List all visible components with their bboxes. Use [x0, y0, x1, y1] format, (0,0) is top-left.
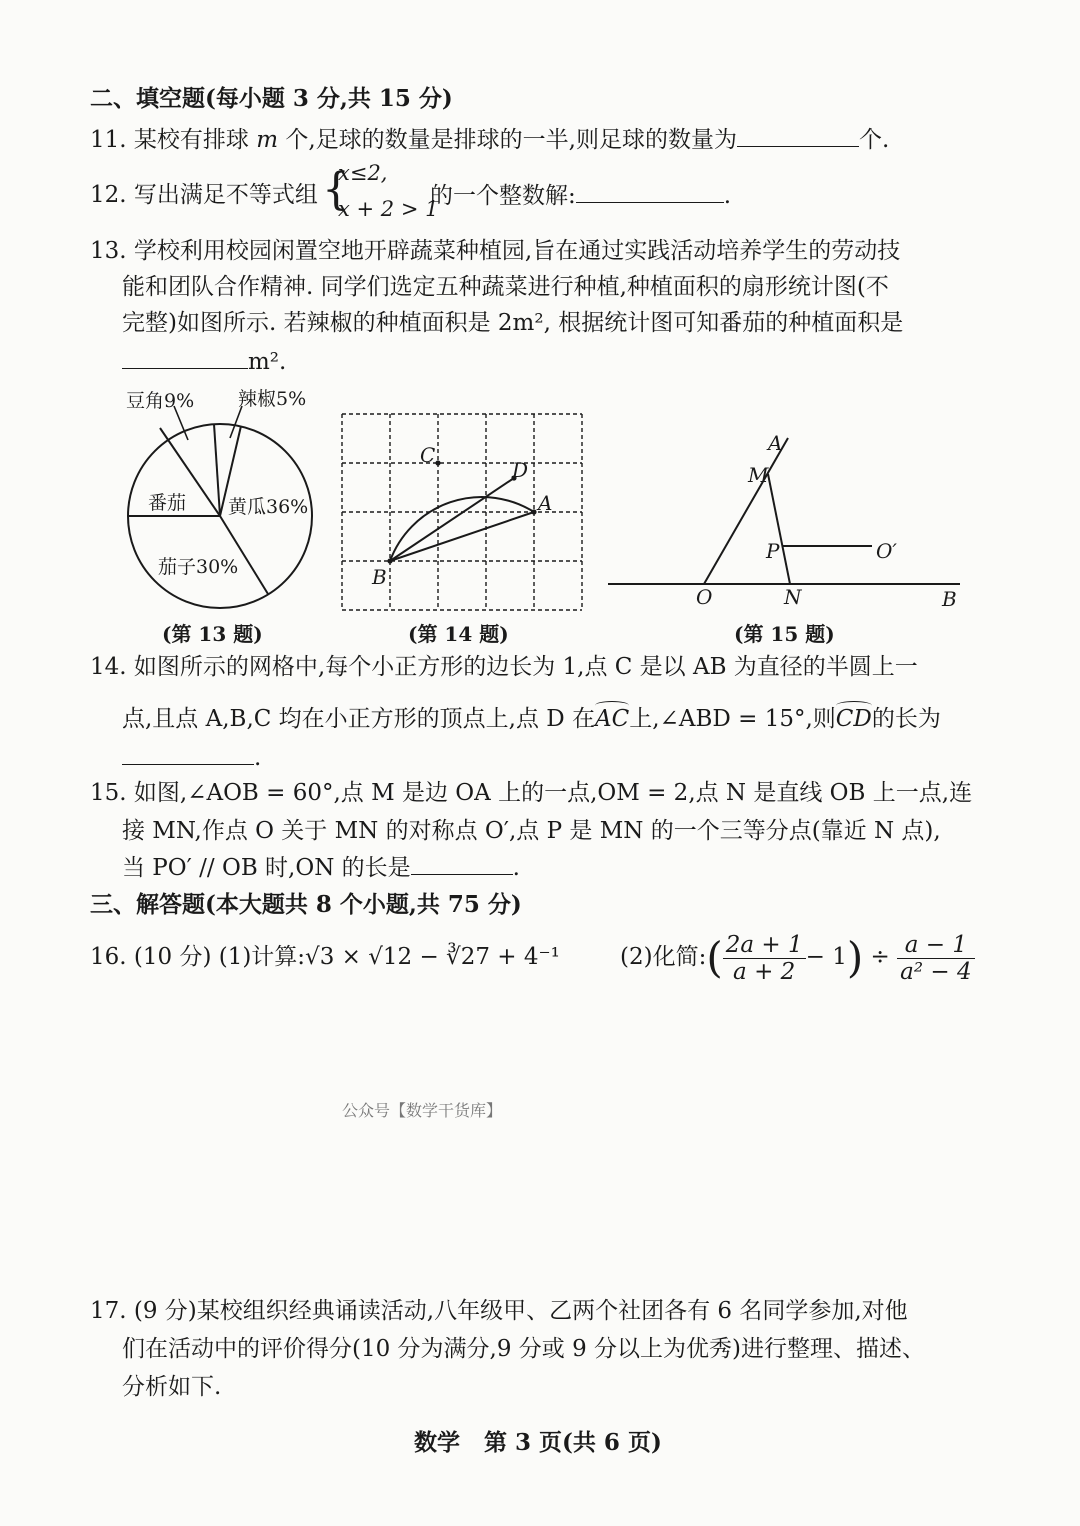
fig14-label-b: B [372, 565, 387, 589]
q14-text-a: 点,且点 A,B,C 均在小正方形的顶点上,点 D 在 [122, 706, 596, 732]
angle-figure [600, 430, 970, 600]
q13-answer-blank[interactable] [122, 346, 248, 369]
q11-text-pre: 11. 某校有排球 [90, 127, 257, 153]
q12-text-mid: 的一个整数解: [430, 183, 576, 209]
semicircle-arc [390, 497, 534, 561]
q12-ineq-2: x + 2 > 1 [338, 197, 439, 221]
q17-line-3: 分析如下. [122, 1374, 222, 1400]
q13-unit: m². [248, 349, 287, 375]
q16-minus-one: − 1 [805, 944, 847, 970]
point-a [531, 509, 536, 514]
q13-line-2: 能和团队合作精神. 同学们选定五种蔬菜进行种植,种植面积的扇形统计图(不 [122, 274, 889, 300]
q14-line-2 [122, 704, 941, 734]
q15-answer-blank[interactable] [411, 852, 513, 875]
q17-line-2: 们在活动中的评价得分(10 分为满分,9 分或 9 分以上为优秀)进行整理、描述、 [122, 1336, 926, 1362]
pie-label-lajiao: 辣椒5% [238, 388, 307, 410]
q16-paren-open: ( [706, 933, 723, 982]
q13-line-1: 13. 学校利用校园闲置空地开辟蔬菜种植园,旨在通过实践活动培养学生的劳动技 [90, 238, 901, 264]
segment-mn [768, 474, 790, 584]
q11-text-mid: 个,足球的数量是排球的一半,则足球的数量为 [278, 127, 737, 153]
point-b [387, 558, 392, 563]
q15-line-3 [122, 852, 520, 883]
q11-text-post: 个. [858, 127, 890, 153]
section-2-heading: 二、填空题(每小题 3 分,共 15 分) [90, 85, 453, 112]
q14-arc-cd: CD [835, 706, 872, 732]
q14-text-post: . [254, 745, 262, 771]
q16-paren-close: ) [846, 933, 864, 982]
q16-frac1-denominator: a + 2 [733, 958, 796, 985]
segment-ab [390, 512, 534, 561]
q14-answer-blank[interactable] [122, 742, 254, 765]
q12-text-mid-wrap [430, 180, 731, 211]
q15-text-post: . [512, 855, 520, 881]
q14-line-3 [122, 742, 261, 773]
pie-label-doujiao: 豆角9% [126, 390, 195, 412]
watermark-text: 公众号【数学干货库】 [342, 1101, 503, 1120]
figure-14-caption: (第 14 题) [408, 622, 509, 646]
pie-label-huanggua: 黄瓜36% [228, 496, 309, 518]
q16-fraction-2 [897, 932, 974, 985]
q16-part-2-label: (2)化简: [620, 944, 707, 970]
q13-line-4 [122, 346, 286, 377]
fig15-label-m: M [748, 463, 769, 487]
q16-part-1: 16. (10 分) (1)计算:√3 × √12 − ∛27 + 4⁻¹ [90, 944, 560, 970]
q12-text-post: . [723, 183, 732, 209]
fig15-label-n: N [784, 585, 802, 609]
fig15-label-p: P [766, 539, 780, 563]
q15-text: 当 PO′ // OB 时,ON 的长是 [122, 855, 411, 881]
q12-brace: { [322, 164, 350, 215]
q15-line-2: 接 MN,作点 O 关于 MN 的对称点 O′,点 P 是 MN 的一个三等分点(靠近 N 点), [122, 818, 941, 844]
q16-frac2-numerator: a − 1 [897, 932, 974, 959]
section-3-heading: 三、解答题(本大题共 8 个小题,共 75 分) [90, 891, 522, 918]
pie-divider-lajiao [214, 424, 220, 516]
fig14-label-a: A [538, 491, 553, 515]
segment-bd [390, 478, 514, 561]
q16-fraction-1 [723, 932, 806, 985]
fig15-label-o: O [696, 585, 713, 609]
figure-13-caption: (第 13 题) [162, 622, 263, 646]
q15-line-1: 15. 如图,∠AOB = 60°,点 M 是边 OA 上的一点,OM = 2,点 N 是直线 OB 上一点,连 [90, 780, 973, 806]
q13-line-3: 完整)如图所示. 若辣椒的种植面积是 2m², 根据统计图可知番茄的种植面积是 [122, 310, 904, 336]
pie-label-fanqie: 番茄 [148, 492, 187, 514]
fig15-label-o-prime: O′ [876, 539, 897, 563]
q11-variable: m [256, 127, 279, 153]
q14-arc-ac: AC [595, 706, 630, 732]
fig15-label-a: A [768, 431, 783, 455]
q14-line-1: 14. 如图所示的网格中,每个小正方形的边长为 1,点 C 是以 AB 为直径的半圆上一 [90, 654, 918, 680]
page-footer: 数学 第 3 页(共 6 页) [414, 1429, 662, 1456]
q16-divide: ÷ [870, 944, 890, 970]
q14-text-c: 的长为 [871, 706, 941, 732]
figure-15-caption: (第 15 题) [734, 622, 835, 646]
q14-text-b: 上,∠ABD = 15°,则 [629, 706, 836, 732]
question-11 [90, 124, 889, 155]
q12-text-pre: 12. 写出满足不等式组 [90, 182, 318, 208]
q16-frac1-numerator: 2a + 1 [723, 932, 806, 959]
pie-label-qiezi: 茄子30% [158, 556, 239, 578]
q11-answer-blank[interactable] [737, 124, 859, 147]
fig14-label-d: D [512, 458, 529, 482]
q12-answer-blank[interactable] [576, 180, 724, 203]
q17-line-1: 17. (9 分)某校组织经典诵读活动,八年级甲、乙两个社团各有 6 名同学参加,对他 [90, 1298, 908, 1324]
point-c [435, 460, 440, 465]
q16-frac2-denominator: a² − 4 [900, 958, 972, 985]
fig15-label-b: B [942, 587, 957, 611]
fig14-label-c: C [420, 443, 436, 467]
q12-ineq-1: x≤2, [338, 161, 388, 185]
q16-part-2 [620, 926, 975, 989]
